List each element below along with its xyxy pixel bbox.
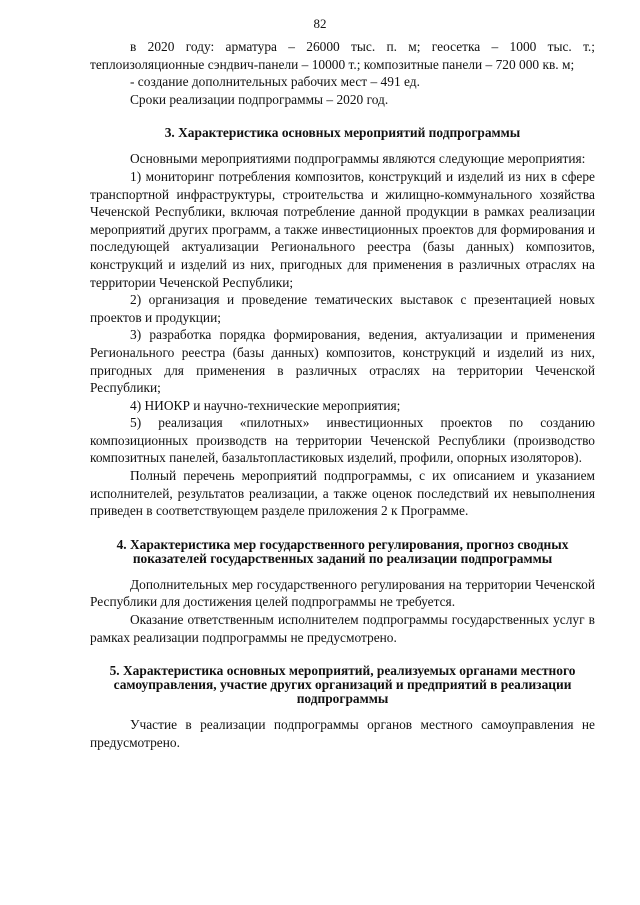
paragraph: 5) реализация «пилотных» инвестиционных проектов по созданию композиционных производств на территории Чеченской Республики (производство композитных панелей, базальтопластиковых изделий, профили, опорных изоляторов).: [90, 415, 595, 466]
paragraph: 2) организация и проведение тематических выставок с презентацией новых проектов и продукции;: [90, 292, 595, 325]
paragraph: Полный перечень мероприятий подпрограммы, с их описанием и указанием исполнителей, результатов реализации, а также оценок последствий их невыполнения приведен в соответствующем разделе приложения 2 к Программе.: [90, 468, 595, 519]
paragraph: Участие в реализации подпрограммы органов местного самоуправления не предусмотрено.: [90, 717, 595, 750]
paragraph: - создание дополнительных рабочих мест – 491 ед.: [130, 74, 420, 90]
paragraph: 3) разработка порядка формирования, ведения, актуализации и применения Регионального реестра (базы данных) композитов, конструкций и изделий из них, пригодных для применения в различных отраслях на территории Чеченской Республики;: [90, 327, 595, 396]
section-heading: 4. Характеристика мер государственного регулирования, прогноз сводных показателей государственных заданий по реализации подпрограммы: [116, 536, 569, 566]
paragraph: Основными мероприятиями подпрограммы являются следующие мероприятия:: [130, 151, 586, 167]
document-body: [90, 38, 595, 751]
page-number: 82: [313, 16, 327, 31]
paragraph: Дополнительных мер государственного регулирования на территории Чеченской Республики для достижения целей подпрограммы не требуется.: [90, 576, 595, 610]
paragraph: 1) мониторинг потребления композитов, конструкций и изделий из них в сфере транспортной инфраструктуры, строительства и жилищно-коммунального хозяйства Чеченской Республики, включая потребление данной продукции в рамках реализации мероприятий других программ, а также инвестиционных проектов для формирования и последующей актуализации Регионального реестра (базы данных) композитов, конструкций и изделий из них, пригодных для применения в различных отраслях на территории Чеченской Республики;: [90, 168, 595, 290]
section-heading: 3. Характеристика основных мероприятий подпрограммы: [164, 125, 521, 141]
paragraph: в 2020 году: арматура – 26000 тыс. п. м; геосетка – 1000 тыс. т.; теплоизоляционные сэндвич-панели – 10000 т.; композитные панели – 720 000 кв. м;: [90, 39, 595, 72]
paragraph: Оказание ответственным исполнителем подпрограммы государственных услуг в рамках реализации подпрограммы не предусмотрено.: [90, 612, 595, 645]
paragraph: 4) НИОКР и научно-технические мероприятия;: [130, 397, 401, 413]
section-heading: 5. Характеристика основных мероприятий, реализуемых органами местного самоуправления, участие других организаций и предприятий в реализации подпрограммы: [109, 663, 576, 707]
paragraph: Сроки реализации подпрограммы – 2020 год.: [130, 91, 389, 107]
